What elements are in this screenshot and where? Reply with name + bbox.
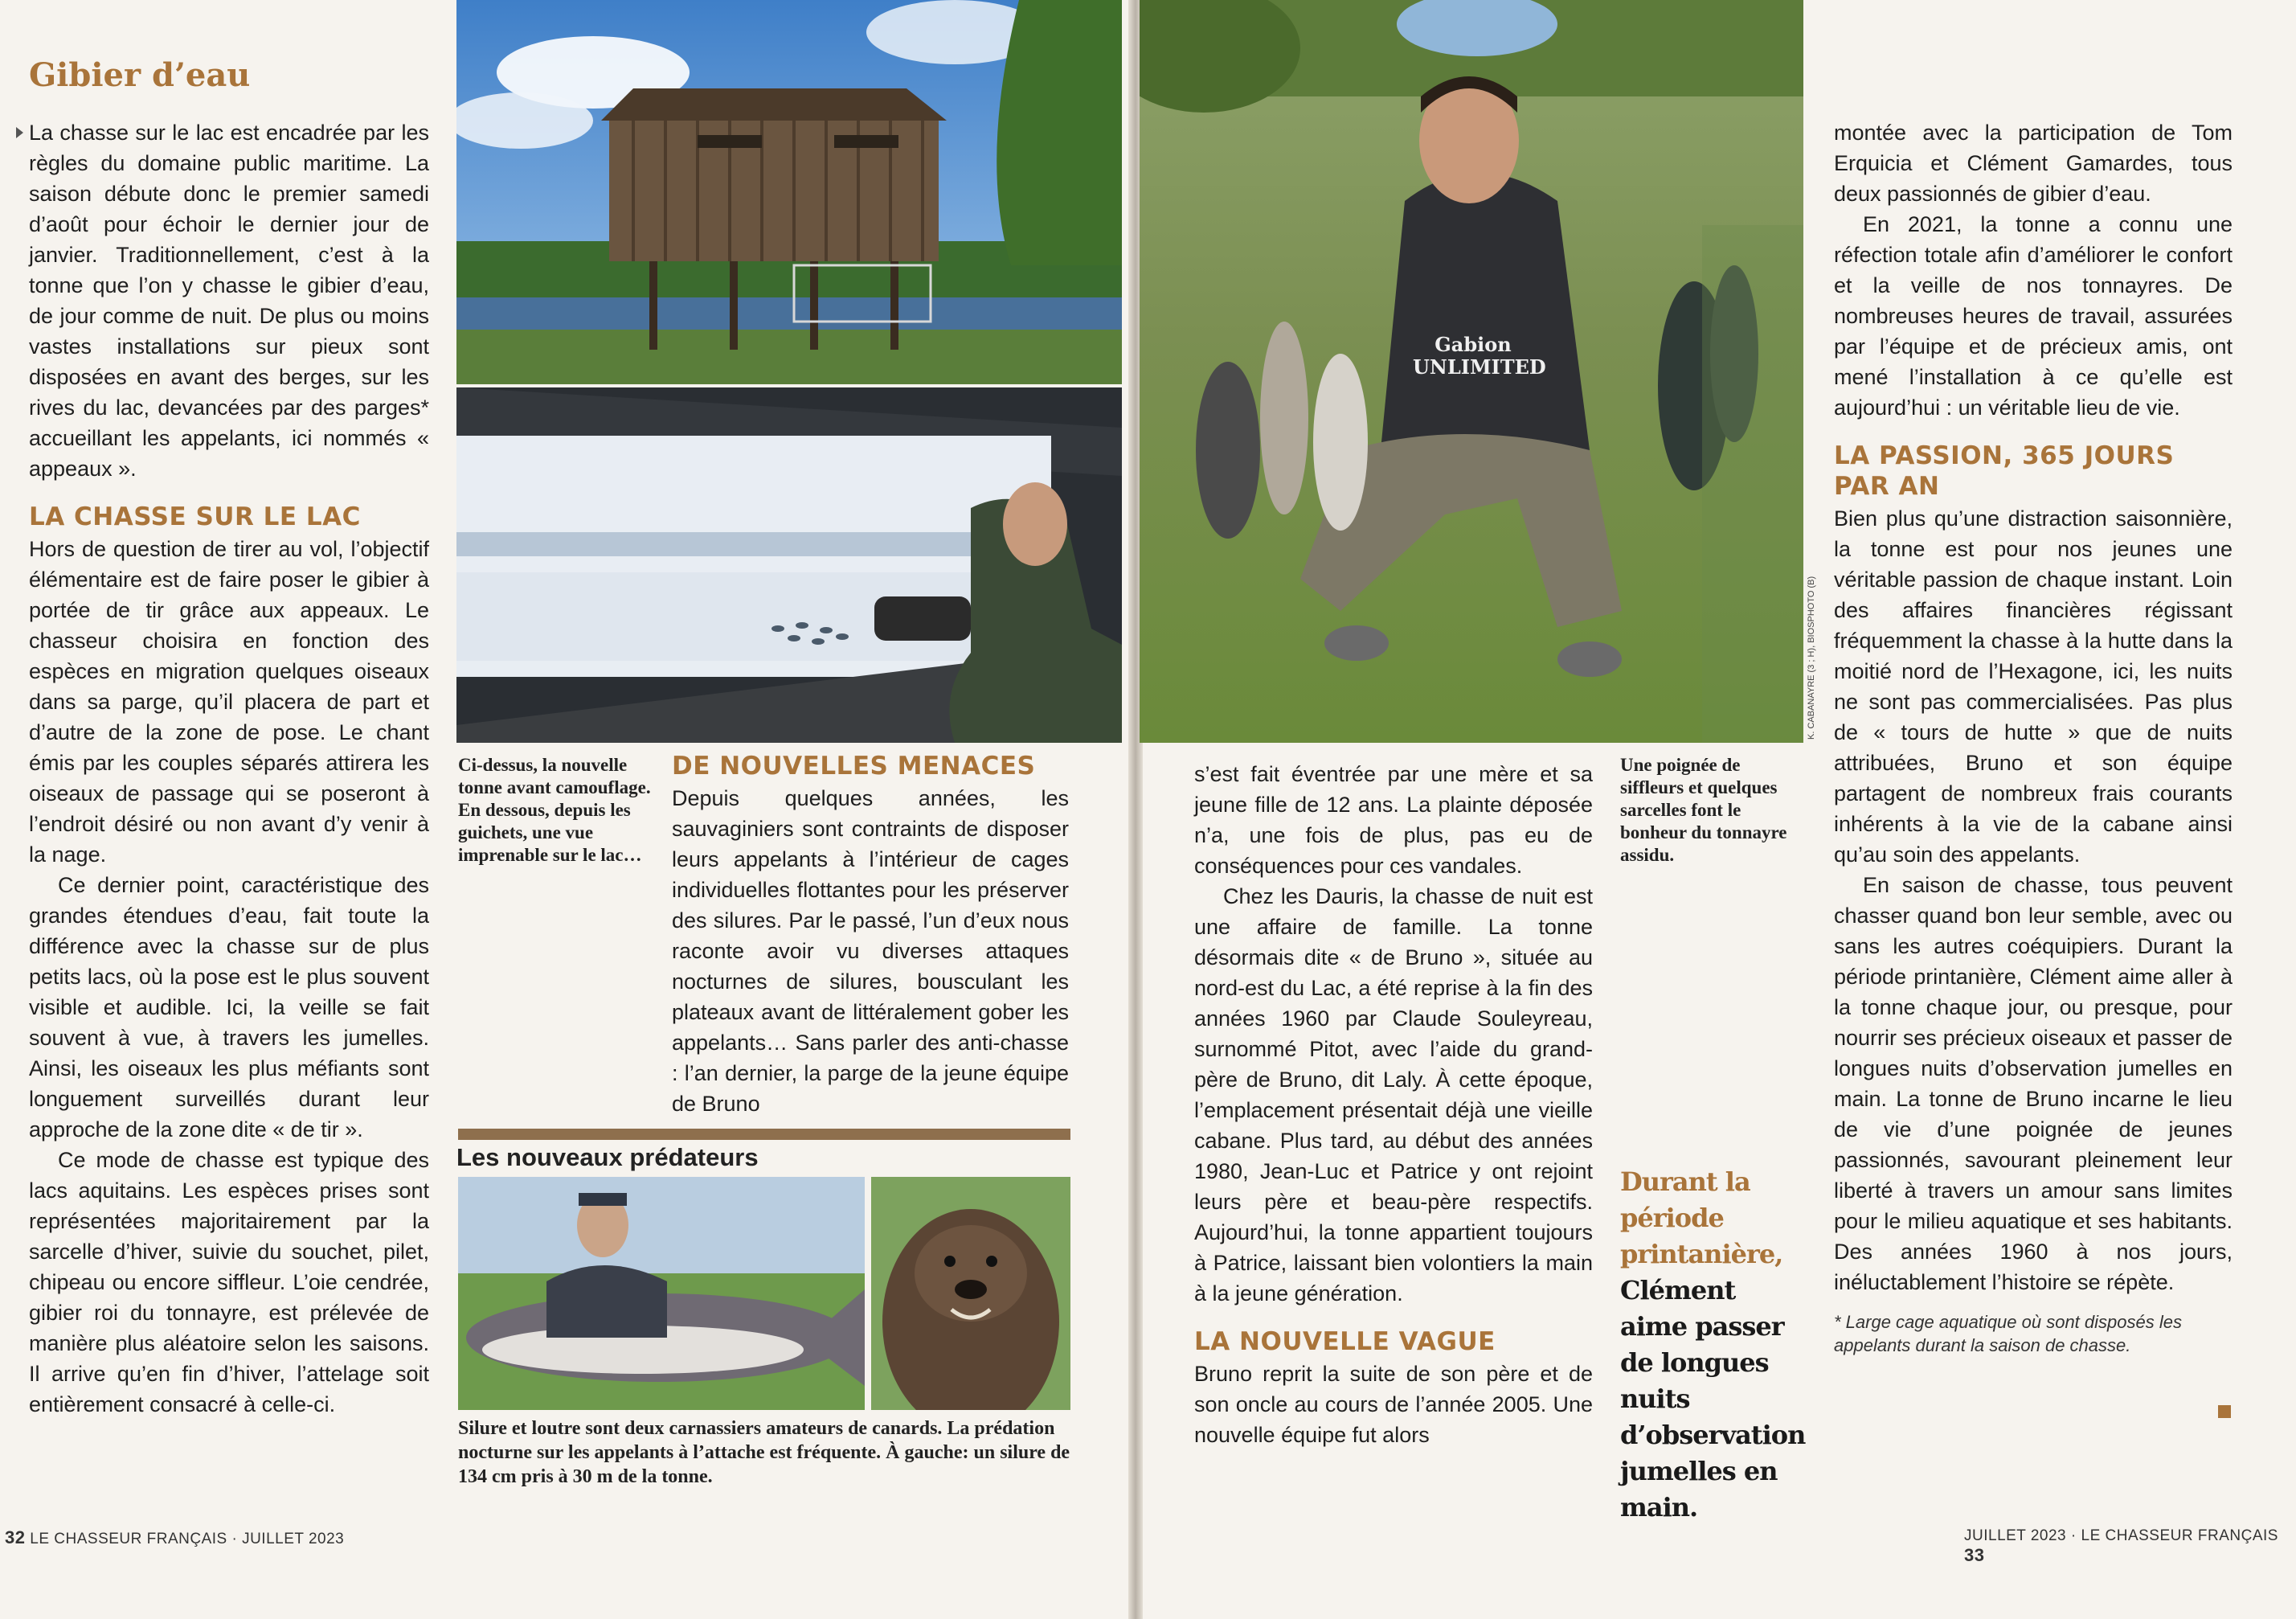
box-title: Les nouveaux prédateurs bbox=[456, 1143, 759, 1171]
section-heading-passion-line-1: LA PASSION, 365 JOURS bbox=[1834, 441, 2175, 470]
footer-right bbox=[1964, 1527, 2296, 1566]
left-column-2 bbox=[672, 746, 1069, 1119]
paragraph: Hors de question de tirer au vol, l’objectif élémentaire est de faire poser le gibier à portée de tir grâce aux appeaux. Le chasseur choisira en fonction des espèces en migration quelques oiseaux dans sa parge, qu’il placera de part et d’autre de la zone de pose. Le chant émis par les couples séparés attirera les oiseaux de passage qui se poseront à l’endroit désiré ou non avant d’y venir à la nage. bbox=[29, 537, 429, 867]
pull-quote-main: Clément aime passer de longues nuits d’observation jumelles en main. bbox=[1620, 1275, 1806, 1523]
caption-tonne: Ci-dessus, la nouvelle tonne avant camouflage. En dessous, depuis les guichets, une vue imprenable sur le lac… bbox=[458, 755, 651, 865]
footer-left bbox=[5, 1527, 344, 1548]
box-caption: Silure et loutre sont deux carnassiers amateurs de canards. La prédation nocturne sur les appelants à l’attache est fréquente. À gauche: un silure de 134 cm pris à 30 m de la tonne. bbox=[458, 1418, 1070, 1487]
end-of-article-square-icon bbox=[2218, 1405, 2231, 1418]
paragraph: montée avec la participation de Tom Erquicia et Clément Gamardes, tous deux passionnés de gibier d’eau. bbox=[1834, 121, 2233, 206]
catfish-photo bbox=[458, 1177, 865, 1410]
tonne-cabin-photo bbox=[456, 0, 1122, 384]
pull-quote bbox=[1620, 1164, 1805, 1526]
article-title: Gibier d’eau bbox=[29, 56, 251, 94]
paragraph: En saison de chasse, tous peuvent chasser quand bon leur semble, avec ou sans les autres coéquipiers. Durant la période printanière, Clément aime aller à la tonne chaque jour, ou presque, pour nourrir ses précieux oiseaux et passer de longues nuits d’observation jumelles en main. La tonne de Bruno incarne le lieu de vie d’une poignée de jeunes passionnés, savourant pleinement leur liberté à travers un amour sans limites pour le milieu aquatique et ses habitants. Des années 1960 à nos jours, inéluctablement l’histoire se répète. bbox=[1834, 873, 2233, 1294]
left-column-1 bbox=[29, 117, 429, 1420]
paragraph: s’est fait éventrée par une mère et sa jeune fille de 12 ans. La plainte déposée n’a, une fois de plus, pas eu de conséquences pour ces vandales. bbox=[1194, 762, 1593, 878]
paragraph: La chasse sur le lac est encadrée par les règles du domaine public maritime. La saison débute donc le premier samedi d’août pour échoir le dernier jour de janvier. Traditionnellement, c’est à la tonne que l’on y chasse le gibier d’eau, de jour comme de nuit. De plus ou moins vastes installations sur pieux sont disposées en avant des berges, sur les rives du lac, devancées par des parges* accueillant les appelants, ici nommés « appeaux ». bbox=[29, 121, 429, 481]
pull-quote-accent: Durant la période printanière, bbox=[1620, 1166, 1783, 1269]
paragraph: Bruno reprit la suite de son père et de son oncle au cours de l’année 2005. Une nouvelle équipe fut alors bbox=[1194, 1362, 1593, 1447]
section-heading-chasse-lac: LA CHASSE SUR LE LAC bbox=[29, 502, 361, 531]
footer-right-text: JUILLET 2023 · LE CHASSEUR FRANÇAIS bbox=[1964, 1527, 2278, 1544]
lake-view-window-photo bbox=[456, 387, 1122, 743]
paragraph: Depuis quelques années, les sauvaginiers sont contraints de disposer leurs appelants à l’intérieur de cages individuelles flottantes pour les préserver des silures. Par le passé, l’un d’eux nous raconte avoir vu diverses attaques nocturnes de silures, bousculant les plateaux avant de littéralement gober les appelants… Sans parler des anti-chasse : l’an dernier, la parge de la jeune équipe de Bruno bbox=[672, 786, 1069, 1116]
shirt-logo-text bbox=[1413, 333, 1546, 379]
section-heading-nouvelle-vague: LA NOUVELLE VAGUE bbox=[1194, 1327, 1496, 1356]
shirt-text-line-1: Gabion bbox=[1434, 333, 1512, 356]
paragraph-bullet-icon bbox=[16, 127, 23, 138]
otter-photo bbox=[871, 1177, 1070, 1410]
page-number-right: 33 bbox=[1964, 1545, 1985, 1565]
hunter-with-ducks-photo bbox=[1140, 0, 1803, 743]
caption-hunter: Une poignée de siffleurs et quelques sarcelles font le bonheur du tonnayre assidu. bbox=[1620, 755, 1787, 865]
photo-credit-text: K. CABANAYRE (3 ; H), BIOSPHOTO (B) bbox=[1807, 576, 1816, 740]
page-number-left: 32 bbox=[5, 1527, 26, 1547]
footnote: * Large cage aquatique où sont disposés les appelants durant la saison de chasse. bbox=[1834, 1312, 2182, 1355]
footer-left-text: LE CHASSEUR FRANÇAIS · JUILLET 2023 bbox=[30, 1531, 345, 1547]
paragraph: Chez les Dauris, la chasse de nuit est une affaire de famille. La tonne désormais dite « de Bruno », située au nord-est du Lac, a été reprise à la fin des années 1960 par Claude Souleyreau, surnommé Pitot, avec l’aide du grand-père de Bruno, dit Laly. À cette époque, l’emplacement présentait déjà une vieille cabane. Plus tard, au début des années 1980, Jean-Luc et Patrice y ont rejoint leurs père et beau-père respectifs. Aujourd’hui, la tonne appartient toujours à Patrice, laissant bien volontiers la main à la jeune génération. bbox=[1194, 884, 1593, 1305]
paragraph: En 2021, la tonne a connu une réfection totale afin d’améliorer le confort et la veille de nos tonnayres. De nombreuses heures de travail, assurées par l’équipe et de précieux amis, ont mené l’installation à ce qu’elle est aujourd’hui : un véritable lieu de vie. bbox=[1834, 212, 2233, 420]
right-column-4 bbox=[1834, 117, 2233, 1357]
section-heading-passion-line-2: PAR AN bbox=[1834, 472, 1940, 501]
box-top-rule bbox=[458, 1129, 1070, 1140]
right-column-3 bbox=[1194, 759, 1593, 1450]
shirt-text-line-2: UNLIMITED bbox=[1413, 355, 1546, 379]
photo-credit bbox=[1805, 450, 1821, 740]
paragraph: Ce dernier point, caractéristique des grandes étendues d’eau, fait toute la différence avec la chasse sur de plus petits lacs, où la pose est le plus souvent visible et audible. Ici, la veille se fait souvent à vue, à travers les jumelles. Ainsi, les oiseaux les plus méfiants sont longuement surveillés durant leur approche de la zone dite « de tir ». bbox=[29, 873, 429, 1141]
paragraph: Bien plus qu’une distraction saisonnière, la tonne est pour nos jeunes une véritable passion de chaque instant. Loin des affaires financières régissant fréquemment la chasse à la hutte dans la moitié nord de l’Hexagone, ici, les nuits ne sont pas commercialisées. Pas plus de « tours de hutte » que de nuits attribuées, Bruno et son équipe partagent de nombreux frais courants inhérents à la vie de la cabane ainsi qu’au soin des appelants. bbox=[1834, 506, 2233, 867]
section-heading-menaces: DE NOUVELLES MENACES bbox=[672, 752, 1036, 781]
paragraph: Ce mode de chasse est typique des lacs aquitains. Les espèces prises sont représentées majoritairement par la sarcelle d’hiver, suivie du souchet, pilet, chipeau ou encore siffleur. L’oie cendrée, gibier roi du tonnayre, est prélevée de manière plus aléatoire selon les saisons. Il arrive qu’en fin d’hiver, l’attelage soit entièrement consacré à celle-ci. bbox=[29, 1148, 429, 1416]
